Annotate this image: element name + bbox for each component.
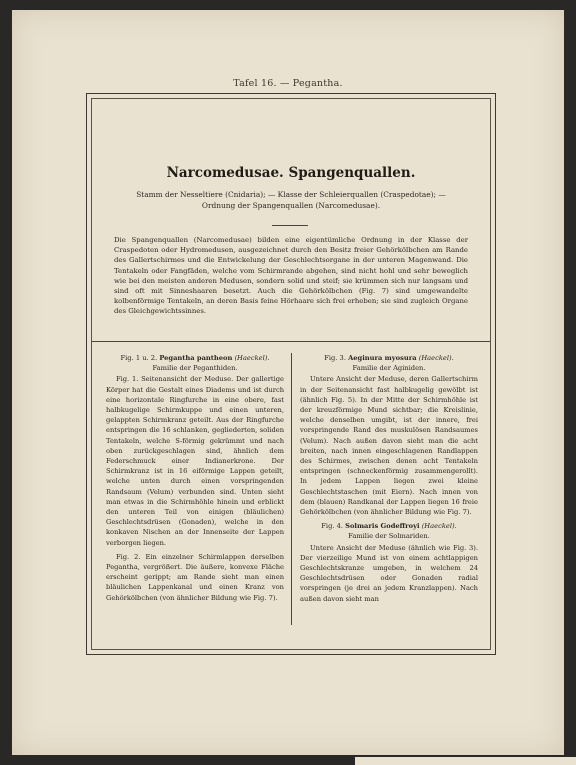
fig4-family: Familie der Solmariden. — [348, 532, 430, 541]
scan-strip — [355, 757, 576, 765]
page-sheet — [12, 10, 564, 755]
fig1-author: (Haeckel). — [234, 354, 270, 362]
fig1-heading — [106, 353, 284, 363]
fig3-prefix: Fig. 3. — [324, 354, 346, 362]
intro-paragraph: Die Spangenquallen (Narcomedusae) bilden eine eigentümliche Ordnung in der Klasse der Craspedoten oder Hydromedusen, ausgezeichnet durch den Besitz freier Gehörkölbchen am Rande des Gallertschirmes und die Entwickelung der Geschlechtsorgane in der unteren Magenwand. Die Tentakeln oder Fangfäden, welche vom Schirmrande abgehen, sind nicht hohl und sehr beweglich wie bei den meisten anderen Medusen, sondern solid und steif; sie krümmen sich nur langsam und sind oft mit Sinneshaaren besetzt. Auch die Gehörkölbchen (Fig. 7) sind umgewandelte kolbenförmige Tentakeln, an deren Basis feine Hörhaare sich frei erheben; sie sind zugleich Organe des Gleichgewichtssinnes. — [114, 236, 468, 316]
fig1-text: Fig. 1. Seitenansicht der Meduse. Der gallertige Körper hat die Gestalt eines Diadems und ist durch eine horizontale Ringfurche in eine obere, fast halbkugelige Schirmkuppe und einen unteren, gelappten Schirmkranz geteilt. Aus der Ringfurche entspringen die 16 schlanken, gegliederten, soliden Tentakeln, welche S-förmig gekrümmt und nach oben zurückgeschlagen sind, ähnlich dem Federschmuck einer Indianerkrone. Der Schirmkranz ist in 16 eiförmige Lappen geteilt, welche unten durch einen vorspringenden Randsaum (Velum) verbunden sind. Unten sieht man etwas in die Schirmhöhle hinein und erblickt den unteren Teil von einigen (bläulichen) Geschlechtsdrüsen (Gonaden), welche in den konkaven Nischen an der Innenseite der Lappen verborgen liegen. — [106, 375, 284, 547]
fig4-author: (Haeckel). — [421, 522, 457, 531]
left-column — [106, 351, 284, 603]
inner-frame — [91, 98, 491, 650]
column-divider — [291, 353, 292, 625]
fig1-family: Familie der Peganthiden. — [152, 364, 238, 373]
taxonomy-line-1: Stamm der Nesseltiere (Cnidaria); — Klasse der Schleierquallen (Craspedotae); — — [136, 190, 446, 199]
right-column — [300, 351, 478, 604]
fig3-species: Aeginura myosura — [348, 354, 417, 362]
fig1-species: Pegantha pantheon — [159, 354, 233, 362]
fig4-heading — [300, 521, 478, 531]
fig3-text: Untere Ansicht der Meduse, deren Gallertschirm in der Seitenansicht fast halbkugelig gewölbt ist (ähnlich Fig. 5). In der Mitte der Schirmhöhle ist der kreuzförmige Mund sichtbar; die Kreislinie, welche denselben umgibt, ist der innere, frei vorspringende Rand des muskulösen Randsaumes (Velum). Nach außen davon sieht man die acht breiten, nach innen eingeschlagenen Randlappen des Schirmes, zwischen denen acht Tentakeln entspringen (schneckenförmig zusammengerollt). In jedem Lappen liegen zwei kleine Geschlechtstaschen (mit Eiern). Nach innen von dem (blauen) Randkanal der Lappen liegen 16 freie Gehörkölbchen (von ähnlicher Bildung wie Fig. 7). — [300, 375, 478, 517]
text-frame — [86, 93, 496, 655]
page-title: Narcomedusae. Spangenquallen. — [166, 165, 416, 181]
taxonomy-line — [102, 189, 480, 211]
fig4-text: Untere Ansicht der Meduse (ähnlich wie Fig. 3). Der vierzeilige Mund ist von einem achtlappigen Geschlechtskranze umgeben, in welchem 24 Geschlechtsdrüsen oder Gonaden radial vorspringen (je drei an jedem Kranzlappen). Nach außen davon sieht man — [300, 543, 478, 603]
plate-title: Tafel 16. — Pegantha. — [233, 78, 343, 89]
fig1-prefix: Fig. 1 u. 2. — [120, 354, 158, 362]
short-rule — [272, 225, 308, 226]
fig2-text: Fig. 2. Ein einzelner Schirmlappen derselben Pegantha, vergrößert. Die äußere, konvexe Fläche erscheint gerippt; am Rande sieht man einen bläulichen Lappenkanal und einen Kranz von Gehörkölbchen (von ähnlicher Bildung wie Fig. 7). — [106, 552, 284, 602]
fig3-heading — [300, 353, 478, 363]
fig4-prefix: Fig. 4. — [321, 522, 343, 531]
fig3-author: (Haeckel). — [418, 354, 454, 362]
fig4-species: Solmaris Godeffroyi — [345, 522, 420, 531]
section-separator — [92, 341, 490, 342]
taxonomy-line-2: Ordnung der Spangenquallen (Narcomedusae). — [201, 201, 381, 210]
fig3-family: Familie der Aginiden. — [352, 364, 426, 373]
